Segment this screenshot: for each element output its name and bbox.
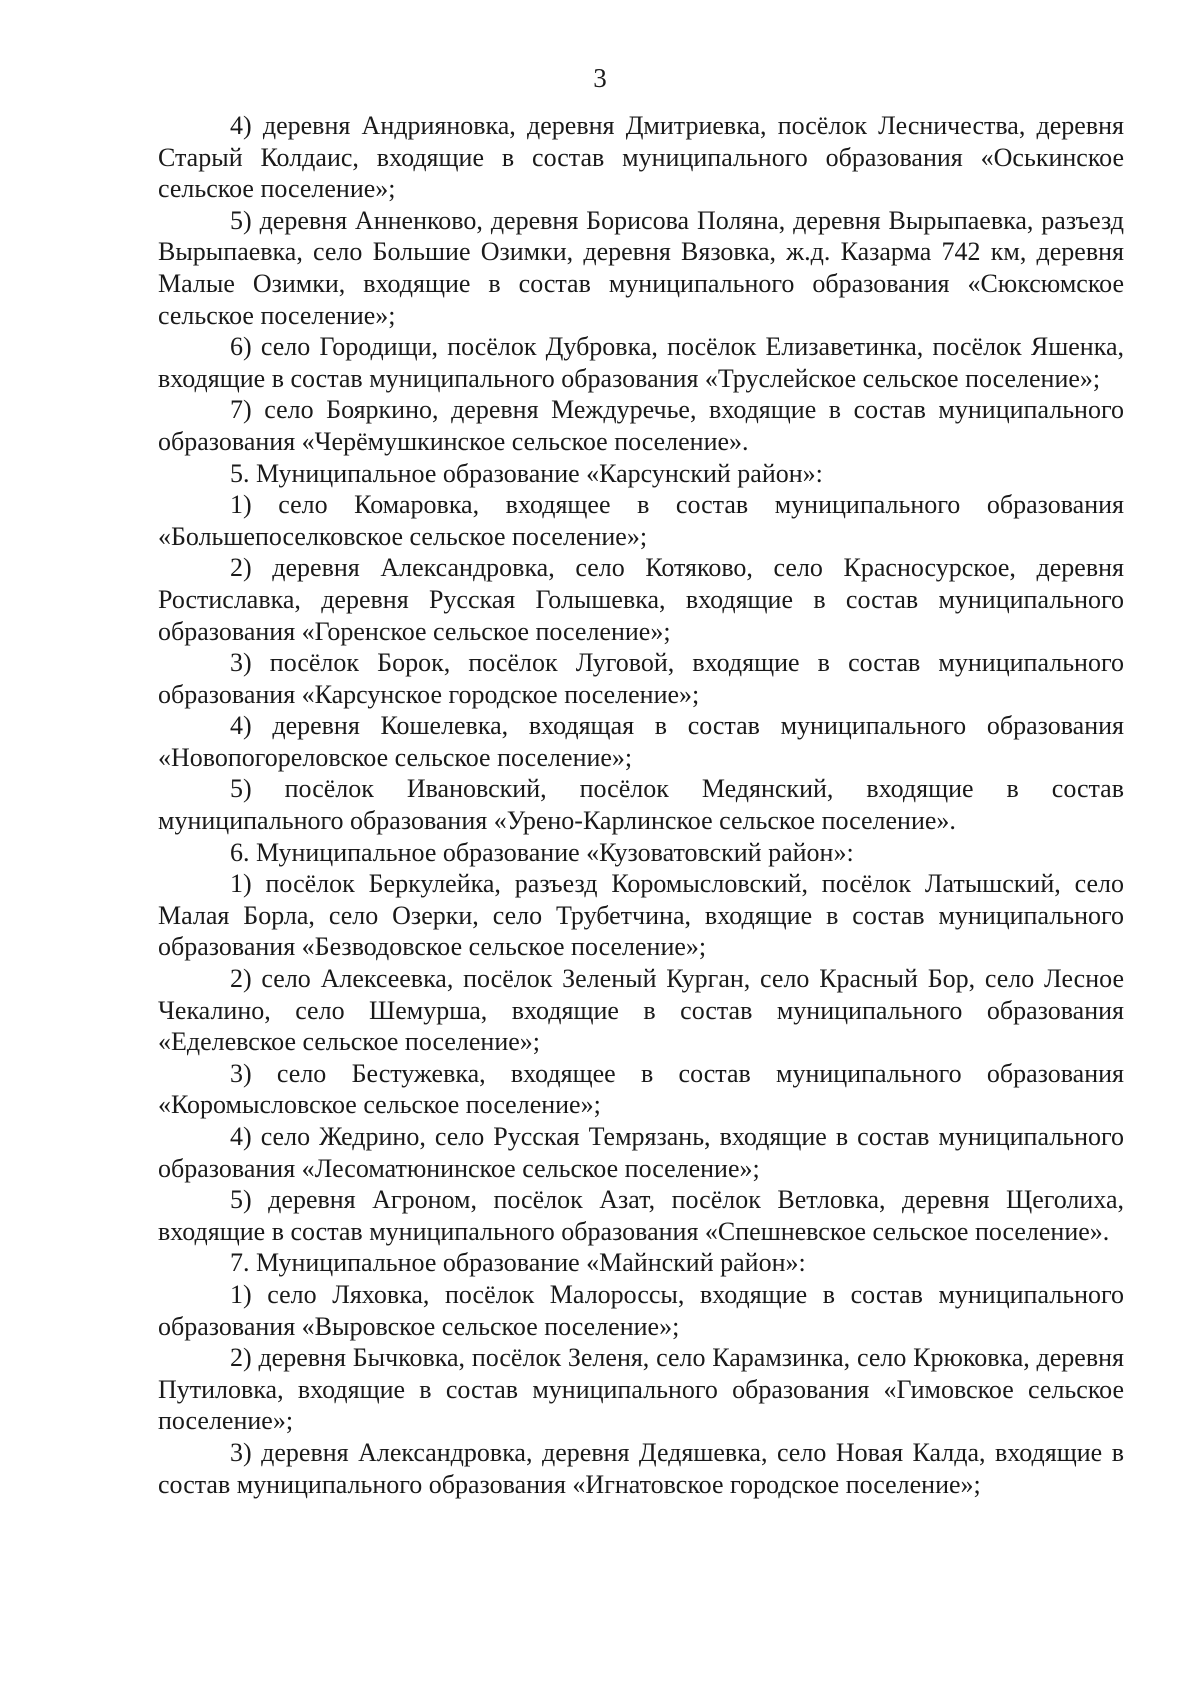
section-heading: 6. Муниципальное образование «Кузоватовский район»: bbox=[230, 837, 854, 867]
list-item: 3) посёлок Борок, посёлок Луговой, входящие в состав муниципального образования «Карсунское городское поселение»; bbox=[158, 648, 1124, 709]
list-item: 1) село Ляховка, посёлок Малороссы, входящие в состав муниципального образования «Выровское сельское поселение»; bbox=[158, 1279, 1124, 1341]
section-heading: 7. Муниципальное образование «Майнский район»: bbox=[230, 1248, 806, 1278]
list-item: 3) деревня Александровка, деревня Дедяшевка, село Новая Калда, входящие в состав муниципального образования «Игнатовское городское поселение»; bbox=[158, 1437, 1124, 1499]
section-heading: 5. Муниципальное образование «Карсунский район»: bbox=[230, 458, 823, 488]
list-item: 2) деревня Бычковка, посёлок Зеленя, село Карамзинка, село Крюковка, деревня Путиловка, входящие в состав муниципального образования «Гимовское сельское поселение»; bbox=[158, 1343, 1124, 1436]
list-item: 1) село Комаровка, входящее в состав муниципального образования «Большепоселковское сельское поселение»; bbox=[158, 490, 1124, 551]
list-item: 2) село Алексеевка, посёлок Зеленый Курган, село Красный Бор, село Лесное Чекалино, село Шемурша, входящие в состав муниципального образования «Еделевское сельское поселение»; bbox=[158, 964, 1124, 1057]
list-item: 3) село Бестужевка, входящее в состав муниципального образования «Коромысловское сельское поселение»; bbox=[158, 1058, 1124, 1120]
list-item: 1) посёлок Беркулейка, разъезд Коромысловский, посёлок Латышский, село Малая Борла, село Озерки, село Трубетчина, входящие в состав муниципального образования «Безводовское сельское поселение»; bbox=[158, 869, 1124, 962]
list-item: 4) деревня Кошелевка, входящая в состав муниципального образования «Новопогореловское сельское поселение»; bbox=[158, 711, 1124, 772]
list-item: 2) деревня Александровка, село Котяково, село Красносурское, деревня Ростиславка, деревня Русская Голышевка, входящие в состав муниципального образования «Горенское сельское поселение»; bbox=[158, 553, 1124, 646]
list-item: 4) деревня Андрияновка, деревня Дмитриевка, посёлок Лесничества, деревня Старый Колдаис, входящие в состав муниципального образования «Оськинское сельское поселение»; bbox=[158, 111, 1124, 204]
list-item: 7) село Бояркино, деревня Междуречье, входящие в состав муниципального образования «Черёмушкинское сельское поселение». bbox=[158, 395, 1124, 456]
list-item: 4) село Жедрино, село Русская Темрязань, входящие в состав муниципального образования «Лесоматюнинское сельское поселение»; bbox=[158, 1122, 1124, 1183]
list-item: 5) деревня Агроном, посёлок Азат, посёлок Ветловка, деревня Щеголиха, входящие в состав муниципального образования «Спешневское сельское поселение». bbox=[158, 1185, 1124, 1246]
list-item: 5) посёлок Ивановский, посёлок Медянский, входящие в состав муниципального образования «Урено-Карлинское сельское поселение». bbox=[158, 774, 1124, 836]
list-item: 6) село Городищи, посёлок Дубровка, посёлок Елизаветинка, посёлок Яшенка, входящие в состав муниципального образования «Труслейское сельское поселение»; bbox=[158, 332, 1124, 393]
page-number: 3 bbox=[593, 63, 607, 93]
document-body bbox=[158, 110, 1124, 1500]
list-item: 5) деревня Анненково, деревня Борисова Поляна, деревня Вырыпаевка, разъезд Вырыпаевка, село Большие Озимки, деревня Вязовка, ж.д. Казарма 742 км, деревня Малые Озимки, входящие в состав муниципального образования «Сюксюмское сельское поселение»; bbox=[158, 205, 1124, 330]
